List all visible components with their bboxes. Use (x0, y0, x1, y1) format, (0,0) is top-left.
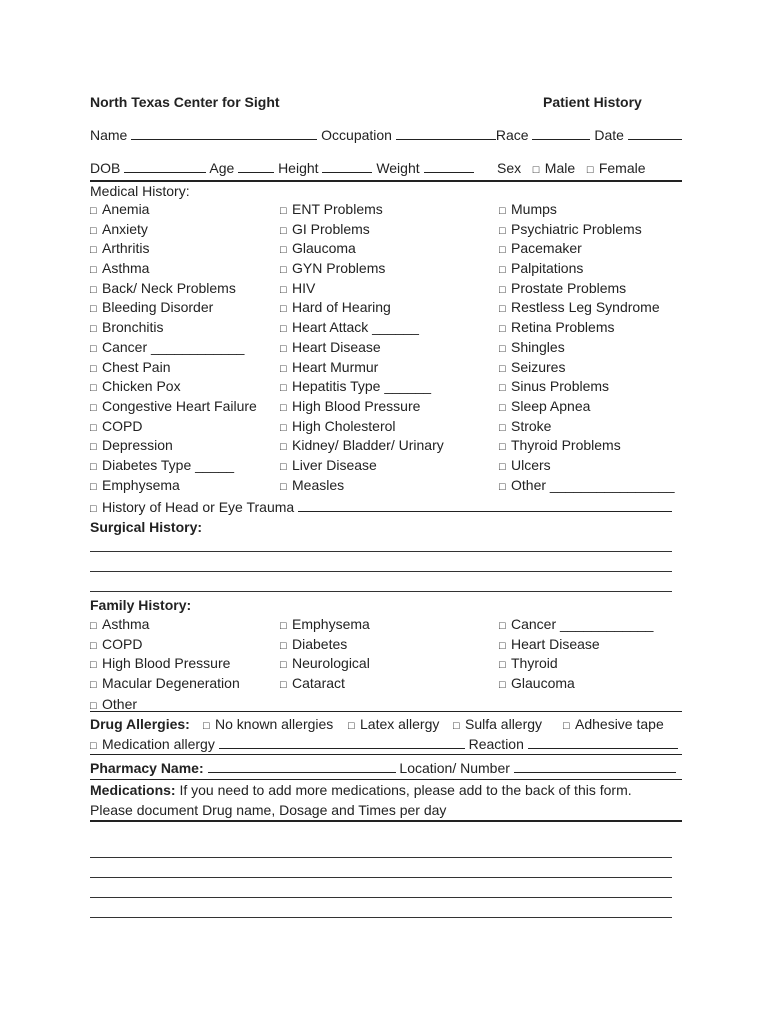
medications-title: Medications: (90, 782, 176, 798)
checkbox-icon: □ (280, 303, 287, 316)
mh-item[interactable]: □ Chicken Pox (90, 377, 257, 397)
mh-item[interactable]: □ Bronchitis (90, 318, 257, 338)
checkbox-icon: □ (90, 362, 97, 375)
dob-line (124, 160, 206, 173)
medical-history-col2 (280, 200, 444, 495)
mh-item[interactable]: □ Hepatitis Type ______ (280, 377, 444, 397)
mh-item[interactable]: □ HIV (280, 279, 444, 299)
fh-item[interactable]: □ Cataract (280, 674, 370, 694)
surgical-line[interactable] (90, 571, 672, 572)
checkbox-icon: □ (90, 460, 97, 473)
medical-history-col3 (499, 200, 674, 495)
mh-item[interactable]: □ Mumps (499, 200, 674, 220)
checkbox-icon: □ (280, 244, 287, 257)
mh-item[interactable]: □ Seizures (499, 358, 674, 378)
mh-item[interactable]: □ Asthma (90, 259, 257, 279)
location-label: Location/ Number (399, 760, 510, 776)
medication-allergy-line (219, 736, 465, 749)
checkbox-icon: □ (499, 480, 506, 493)
weight-label: Weight (376, 160, 420, 176)
medication-line[interactable] (90, 897, 672, 898)
pharmacy-row[interactable] (90, 759, 676, 777)
checkbox-icon: □ (90, 421, 97, 434)
mh-item[interactable]: □ Prostate Problems (499, 279, 674, 299)
location-line (514, 760, 676, 773)
occupation-label: Occupation (321, 127, 392, 143)
drug-allergies-title: Drug Allergies: (90, 716, 190, 732)
mh-item[interactable]: □ Arthritis (90, 239, 257, 259)
checkbox-icon: □ (280, 401, 287, 414)
male-label: Male (544, 160, 576, 176)
mh-item[interactable]: □ Liver Disease (280, 456, 444, 476)
checkbox-icon: □ (90, 205, 97, 217)
male-checkbox[interactable]: □ (532, 164, 540, 176)
height-label: Height (278, 160, 319, 176)
form-title: Patient History (543, 94, 642, 110)
fh-item[interactable]: □ Neurological (280, 654, 370, 674)
checkbox-icon: □ (280, 620, 287, 632)
occupation-line (396, 127, 496, 140)
checkbox-icon: □ (499, 460, 506, 473)
checkbox-icon: □ (280, 342, 287, 355)
mh-item[interactable]: □ Restless Leg Syndrome (499, 298, 674, 318)
mh-item[interactable]: □ High Cholesterol (280, 417, 444, 437)
mh-item[interactable]: □ Other ________________ (499, 476, 674, 496)
checkbox-icon: □ (499, 382, 506, 395)
checkbox-icon: □ (499, 679, 506, 692)
checkbox-icon: □ (280, 323, 287, 336)
checkbox-icon: □ (203, 720, 210, 732)
checkbox-icon: □ (90, 679, 97, 692)
pharmacy-line (208, 760, 396, 773)
checkbox-icon: □ (280, 441, 287, 454)
drug-allergies-row (90, 715, 190, 733)
checkbox-icon: □ (499, 303, 506, 316)
mh-item[interactable]: □ Sleep Apnea (499, 397, 674, 417)
allergy-option[interactable]: □ Latex allergy (348, 715, 439, 735)
checkbox-icon: □ (280, 362, 287, 375)
mh-item[interactable]: □ Pacemaker (499, 239, 674, 259)
mh-item[interactable]: □ Heart Disease (280, 338, 444, 358)
checkbox-icon: □ (90, 659, 97, 672)
family-history-col1 (90, 615, 240, 694)
checkbox-icon: □ (499, 401, 506, 414)
checkbox-icon: □ (499, 323, 506, 336)
mh-item[interactable]: □ Kidney/ Bladder/ Urinary (280, 436, 444, 456)
medication-line[interactable] (90, 857, 672, 858)
checkbox-icon: □ (280, 460, 287, 473)
mh-item[interactable]: □ Shingles (499, 338, 674, 358)
checkbox-icon: □ (90, 740, 97, 752)
mh-item[interactable]: □ Anemia (90, 200, 257, 220)
head-trauma-line (298, 499, 672, 512)
mh-item[interactable]: □ ENT Problems (280, 200, 444, 220)
mh-item[interactable]: □ COPD (90, 417, 257, 437)
checkbox-icon: □ (280, 382, 287, 395)
fh-item[interactable]: □ Heart Disease (499, 635, 653, 655)
mh-item[interactable]: □ Sinus Problems (499, 377, 674, 397)
divider (90, 754, 682, 755)
checkbox-icon: □ (90, 264, 97, 277)
checkbox-icon: □ (499, 205, 506, 217)
clinic-name: North Texas Center for Sight (90, 94, 280, 110)
name-label: Name (90, 127, 128, 143)
fh-item[interactable]: □ High Blood Pressure (90, 654, 240, 674)
checkbox-icon: □ (90, 503, 97, 515)
dob-label: DOB (90, 160, 121, 176)
checkbox-icon: □ (280, 264, 287, 277)
medications-instruction-2: Please document Drug name, Dosage and Times per day (90, 802, 447, 818)
reaction-label: Reaction (468, 736, 524, 752)
fh-item[interactable]: □ COPD (90, 635, 240, 655)
surgical-line[interactable] (90, 591, 672, 592)
medications-instruction-1: If you need to add more medications, please add to the back of this form. (179, 782, 632, 798)
checkbox-icon: □ (90, 441, 97, 454)
divider (90, 820, 682, 822)
mh-item[interactable]: □ Ulcers (499, 456, 674, 476)
family-history-col2 (280, 615, 370, 694)
divider (90, 779, 682, 780)
checkbox-icon: □ (90, 620, 97, 632)
medication-line[interactable] (90, 917, 672, 918)
weight-line (424, 160, 474, 173)
checkbox-icon: □ (453, 720, 460, 732)
mh-item[interactable]: □ Psychiatric Problems (499, 220, 674, 240)
checkbox-icon: □ (499, 421, 506, 434)
family-history-col3 (499, 615, 653, 694)
mh-item[interactable]: □ Emphysema (90, 476, 257, 496)
fh-item[interactable]: □ Macular Degeneration (90, 674, 240, 694)
mh-item[interactable]: □ Congestive Heart Failure (90, 397, 257, 417)
pharmacy-title: Pharmacy Name: (90, 760, 204, 776)
fh-item[interactable]: □ Cancer ____________ (499, 615, 653, 635)
female-label: Female (598, 160, 646, 176)
checkbox-icon: □ (280, 679, 287, 692)
mh-item[interactable]: □ Heart Murmur (280, 358, 444, 378)
checkbox-icon: □ (280, 639, 287, 652)
mh-item[interactable]: □ Stroke (499, 417, 674, 437)
mh-item[interactable]: □ Measles (280, 476, 444, 496)
fh-item[interactable]: □ Emphysema (280, 615, 370, 635)
mh-item[interactable]: □ Anxiety (90, 220, 257, 240)
fh-item[interactable]: □ Diabetes (280, 635, 370, 655)
checkbox-icon: □ (499, 441, 506, 454)
fh-item[interactable]: □ Thyroid (499, 654, 653, 674)
medical-history-col1 (90, 200, 257, 495)
surgical-history-title: Surgical History: (90, 519, 203, 535)
mh-item[interactable]: □ GYN Problems (280, 259, 444, 279)
checkbox-icon: □ (499, 283, 506, 296)
race-label: Race (495, 127, 529, 143)
checkbox-icon: □ (90, 401, 97, 414)
mh-item[interactable]: □ High Blood Pressure (280, 397, 444, 417)
checkbox-icon: □ (280, 205, 287, 217)
age-line (238, 160, 274, 173)
checkbox-icon: □ (90, 639, 97, 652)
fh-item[interactable]: □ Asthma (90, 615, 240, 635)
allergy-option[interactable]: □ No known allergies (203, 715, 333, 735)
family-history-title: Family History: (90, 597, 192, 613)
name-field[interactable] (90, 126, 682, 144)
checkbox-icon: □ (499, 342, 506, 355)
allergy-option[interactable]: □ Adhesive tape (563, 715, 664, 735)
dob-row[interactable] (90, 159, 474, 177)
mh-item[interactable]: □ Back/ Neck Problems (90, 279, 257, 299)
checkbox-icon: □ (90, 283, 97, 296)
date-label: Date (594, 127, 624, 143)
checkbox-icon: □ (499, 224, 506, 237)
fh-other-item[interactable]: □ Other (90, 695, 137, 715)
sex-label: Sex (497, 160, 522, 176)
name-line (131, 127, 317, 140)
medications-row (90, 781, 632, 799)
mh-item[interactable]: □ Depression (90, 436, 257, 456)
checkbox-icon: □ (90, 342, 97, 355)
checkbox-icon: □ (280, 659, 287, 672)
checkbox-icon: □ (499, 362, 506, 375)
medication-line[interactable] (90, 877, 672, 878)
checkbox-icon: □ (348, 720, 355, 732)
checkbox-icon: □ (90, 244, 97, 257)
checkbox-icon: □ (499, 620, 506, 632)
checkbox-icon: □ (499, 264, 506, 277)
height-line (322, 160, 372, 173)
checkbox-icon: □ (90, 382, 97, 395)
allergy-option[interactable]: □ Sulfa allergy (453, 715, 542, 735)
checkbox-icon: □ (499, 639, 506, 652)
date-line (628, 127, 682, 140)
checkbox-icon: □ (90, 224, 97, 237)
checkbox-icon: □ (563, 720, 570, 732)
checkbox-icon: □ (90, 323, 97, 336)
reaction-line (528, 736, 678, 749)
checkbox-icon: □ (280, 480, 287, 493)
mh-item[interactable]: □ Thyroid Problems (499, 436, 674, 456)
checkbox-icon: □ (280, 224, 287, 237)
surgical-line[interactable] (90, 551, 672, 552)
checkbox-icon: □ (90, 700, 97, 712)
divider (90, 711, 682, 712)
mh-item[interactable]: □ Bleeding Disorder (90, 298, 257, 318)
medication-allergy-row[interactable]: □ Medication allergy Reaction (90, 735, 678, 755)
mh-item[interactable]: □ Chest Pain (90, 358, 257, 378)
mh-item[interactable]: □ Palpitations (499, 259, 674, 279)
checkbox-icon: □ (499, 244, 506, 257)
mh-item[interactable]: □ Retina Problems (499, 318, 674, 338)
checkbox-icon: □ (90, 480, 97, 493)
mh-item[interactable]: □ GI Problems (280, 220, 444, 240)
checkbox-icon: □ (499, 659, 506, 672)
sex-field (497, 159, 646, 179)
checkbox-icon: □ (280, 421, 287, 434)
mh-item[interactable]: □ Heart Attack ______ (280, 318, 444, 338)
mh-item[interactable]: □ Cancer ____________ (90, 338, 257, 358)
age-label: Age (209, 160, 235, 176)
mh-item[interactable]: □ Diabetes Type _____ (90, 456, 257, 476)
checkbox-icon: □ (90, 303, 97, 316)
checkbox-icon: □ (280, 283, 287, 296)
mh-item[interactable]: □ Glaucoma (280, 239, 444, 259)
female-checkbox[interactable]: □ (586, 164, 594, 176)
mh-item[interactable]: □ Hard of Hearing (280, 298, 444, 318)
race-line (532, 127, 590, 140)
fh-item[interactable]: □ Glaucoma (499, 674, 653, 694)
head-trauma-item[interactable]: □ History of Head or Eye Trauma (90, 498, 672, 518)
medical-history-title: Medical History: (90, 183, 190, 199)
